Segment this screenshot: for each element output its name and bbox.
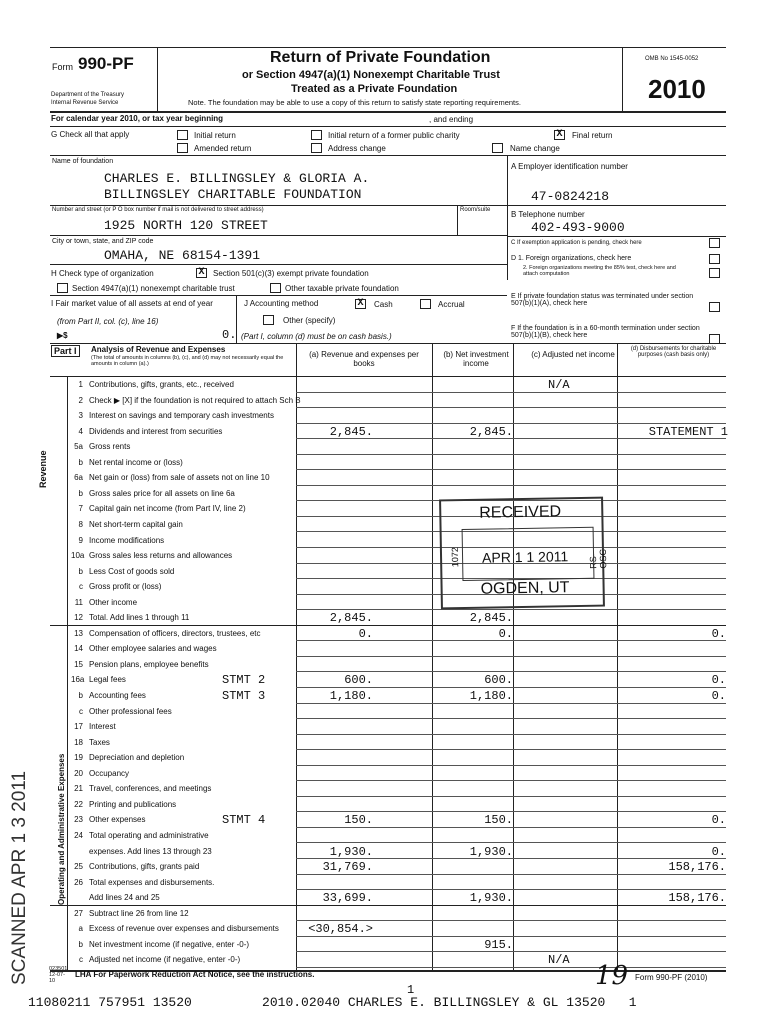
row-number: 4 [78,426,83,436]
footer-code: 023501 12-07-10 [49,966,68,984]
row-label: Total. Add lines 1 through 11 [89,613,190,623]
line-e-label: E If private foundation status was terminated under section 507(b)(1)(A), check here [511,293,694,307]
table-row [0,937,770,953]
table-row [0,579,770,595]
stamp-date: APR 1 1 2011 [481,548,569,566]
row-number: 14 [74,644,83,654]
tax-year: 2010 [648,74,706,104]
row-label: Check ▶ [X] if the foundation is not required to attach Sch B [89,395,301,405]
row-label: Gross rents [89,442,131,452]
row-label: Add lines 24 and 25 [89,893,160,903]
calendar-year-label: For calendar year 2010, or tax year beginning [51,114,224,123]
row-number: 2 [78,395,83,405]
initial-former-label: Initial return of a former public charity [328,131,460,140]
table-row [0,455,770,471]
col-b-value: 915. [484,937,513,952]
revenue-side-label: Revenue [38,450,48,488]
row-label: Net gain or (loss) from sale of assets not on line 10 [89,473,270,483]
table-row [0,641,770,657]
omb-number: OMB No 1545-0052 [645,56,699,62]
table-row [0,439,770,455]
row-number: c [79,582,83,592]
row-number: 26 [74,877,83,887]
table-row [0,393,770,409]
col-b-value: 1,930. [469,844,513,859]
part-title-note: (The total of amounts in columns (b), (c), and (d) may not necessarily equal the amounts in column (a).) [91,355,284,367]
table-row [0,672,770,688]
row-number: a [78,924,83,934]
row-label: Gross profit or (loss) [89,582,162,592]
row-label: Gross sales price for all assets on line 6a [89,488,235,498]
initial-return-checkbox[interactable] [177,130,188,140]
col-a-value: <30,854.> [308,922,373,937]
section-4947-checkbox[interactable] [57,283,68,293]
table-row [0,688,770,704]
col-d-value: 0. [711,673,726,688]
table-row [0,548,770,564]
phone-value: 402-493-9000 [531,220,625,235]
row-label: Net rental income or (loss) [89,457,183,467]
row-number: b [78,691,83,700]
table-row [0,470,770,486]
expenses-side-label: Operating and Administrative Expenses [57,753,66,905]
col-b-value: 1,180. [469,689,513,703]
table-row [0,719,770,735]
row-label: Printing and publications [89,799,177,809]
row-label: Other expenses [89,815,146,825]
stamp-inner-box [462,527,595,581]
cash-label: Cash [374,300,393,309]
row-label: Interest on savings and temporary cash investments [89,411,274,421]
row-number: b [78,457,83,467]
city-state-zip: OMAHA, NE 68154-1391 [104,248,261,263]
footer-lha: LHA For Paperwork Reduction Act Notice, see the instructions. [75,970,315,979]
row-number: 24 [74,830,83,840]
table-row [0,921,770,937]
row-label: Adjusted net income (if negative, enter -0-) [89,955,241,965]
initial-return-label: Initial return [194,131,236,140]
address-change-checkbox[interactable] [311,143,322,153]
col-d-value: 0. [711,844,726,859]
other-taxable-label: Other taxable private foundation [285,284,399,293]
col-a-value: 150. [344,813,373,828]
form-title: Return of Private Foundation [270,49,491,66]
line-c-label: C If exemption application is pending, check here [511,240,642,246]
table-row [0,704,770,720]
cash-checkbox[interactable]: X [355,299,366,309]
row-number: 13 [74,628,83,638]
col-d-value: 0. [711,626,726,641]
accounting-method-label: J Accounting method [244,299,319,308]
table-row [0,501,770,517]
check-all-label: G Check all that apply [51,130,130,139]
fmv-value: 0. [222,328,237,342]
table-row [0,595,770,611]
foundation-name-label: Name of foundation [52,158,114,165]
line-e-checkbox[interactable] [709,302,720,312]
final-return-label: Final return [572,131,613,140]
row-number: 17 [74,722,83,732]
col-a-header: (a) Revenue and expenses per books [309,350,419,368]
part-title: Analysis of Revenue and Expenses [91,345,226,354]
col-a-value: 33,699. [322,891,373,906]
handwritten-number: 19 [595,961,629,991]
table-row [0,377,770,393]
row-number: 6a [74,473,83,483]
table-row [0,859,770,875]
footer-bottom-line: 11080211 757951 13520 2010.02040 CHARLES E. BILLINGSLEY & GL 13520 1 [28,995,637,1010]
line-f-label: F If the foundation is in a 60-month termination under section 507(b)(1)(B), check here [511,325,700,339]
stamp-received: RECEIVED [479,503,562,522]
part-tag: Part I [51,345,80,357]
table-row [0,408,770,424]
form-subtitle-2: Treated as a Private Foundation [291,83,458,95]
row-number: 23 [74,815,83,825]
other-taxable-checkbox[interactable] [270,283,281,293]
row-label: Other professional fees [89,706,172,716]
row-number: 3 [78,411,83,421]
col-a-value: 1,180. [329,689,373,703]
row-number: c [79,955,83,965]
line-d1-checkbox[interactable] [709,254,720,264]
table-row [0,486,770,502]
table-row [0,952,770,968]
department-line2: Internal Revenue Service [51,100,119,106]
line-d1-label: D 1. Foreign organizations, check here [511,255,632,262]
row-number: 10a [71,551,85,561]
row-statement-ref: STMT 2 [222,673,266,688]
row-label: Net investment income (if negative, enter -0-) [89,939,250,949]
col-a-value: 0. [358,626,373,641]
table-row [0,533,770,549]
fmv-dollar: ▶$ [57,331,68,340]
stamp-side-left: 1072 [449,547,461,568]
row-number: b [78,488,83,498]
row-number: 5a [74,442,83,452]
row-number: c [79,706,83,716]
table-row [0,564,770,580]
row-number: 7 [78,504,83,514]
col-a-value: 1,930. [329,844,373,859]
row-label: Taxes [89,737,110,747]
row-number: 8 [78,519,83,529]
row-number: 15 [74,659,83,669]
scanned-stamp: SCANNED APR 1 3 2011 [9,770,30,985]
col-b-value: 0. [498,626,513,641]
table-row [0,797,770,813]
row-label: Legal fees [89,675,126,685]
form-word: Form [52,62,73,72]
street-label: Number and street (or P O box number if mail is not delivered to street address) [52,207,264,213]
other-method-checkbox[interactable] [263,315,274,325]
table-row [0,750,770,766]
row-label: Contributions, gifts, grants paid [89,862,200,872]
row-label: Subtract line 26 from line 12 [89,908,189,918]
row-number: 20 [74,768,83,778]
row-number: b [78,566,83,576]
col-d-value: STATEMENT 1 [648,424,728,439]
row-number: 16a [71,675,85,685]
fmv-label: I Fair market value of all assets at end of year [51,299,213,308]
col-b-value: 600. [484,673,513,688]
accrual-label: Accrual [438,300,465,309]
table-row [0,812,770,828]
row-label: expenses. Add lines 13 through 23 [89,846,212,856]
street-address: 1925 NORTH 120 STREET [104,218,268,233]
row-label: Other employee salaries and wages [89,644,217,654]
row-number: 11 [74,597,83,607]
table-row [0,735,770,751]
table-row [0,626,770,642]
col-c-header: (c) Adjusted net income [531,350,615,359]
col-d-header: (d) Disbursements for charitable purposes (cash basis only) [630,346,717,358]
col-d-value: 158,176. [668,860,726,875]
phone-label: B Telephone number [511,210,585,219]
row-label: Pension plans, employee benefits [89,659,209,669]
col-a-value: 2,845. [329,424,373,439]
line-d2-label: 2. Foreign organizations meeting the 85% test, check here and attach computation [523,265,676,277]
cash-basis-note: (Part I, column (d) must be on cash basis.) [241,332,392,341]
table-row [0,844,770,860]
foundation-name-2: BILLINGSLEY CHARITABLE FOUNDATION [104,187,362,202]
row-number: 27 [74,908,83,918]
line-d2-checkbox[interactable] [709,268,720,278]
other-method-label: Other (specify) [283,316,336,325]
section-501c3-checkbox[interactable]: X [196,268,207,278]
tax-year-ending-label: , and ending [429,115,474,124]
name-change-checkbox[interactable] [492,143,503,153]
row-label: Income modifications [89,535,165,545]
table-row [0,517,770,533]
col-c-value: N/A [548,953,570,968]
address-change-label: Address change [328,144,386,153]
row-number: 1 [78,380,83,389]
row-number: 12 [74,613,83,623]
table-row [0,828,770,844]
row-label: Capital gain net income (from Part IV, line 2) [89,504,246,514]
col-b-value: 2,845. [469,424,513,439]
row-label: Net short-term capital gain [89,519,183,529]
col-a-value: 2,845. [329,611,373,626]
row-label: Contributions, gifts, grants, etc., received [89,380,234,389]
department-line1: Department of the Treasury [51,92,125,98]
table-row [0,906,770,922]
section-4947-label: Section 4947(a)(1) nonexempt charitable trust [72,284,235,293]
name-change-label: Name change [510,144,560,153]
col-c-value: N/A [548,378,570,392]
initial-former-checkbox[interactable] [311,130,322,140]
form-number: 990-PF [78,54,134,73]
received-stamp [439,497,609,610]
row-label: Depreciation and depletion [89,753,185,763]
stamp-side-right: RS-OSC [588,548,609,569]
amended-return-checkbox[interactable] [177,143,188,153]
col-b-header: (b) Net investment income [443,350,509,368]
row-label: Gross sales less returns and allowances [89,551,233,561]
foundation-name-1: CHARLES E. BILLINGSLEY & GLORIA A. [104,171,370,186]
row-label: Less Cost of goods sold [89,566,175,576]
city-label: City or town, state, and ZIP code [52,238,154,245]
col-b-value: 150. [484,813,513,828]
row-label: Total expenses and disbursements. [89,877,215,887]
row-number: 22 [74,799,83,809]
table-row [0,657,770,673]
col-a-value: 600. [344,673,373,688]
row-statement-ref: STMT 4 [222,813,266,828]
accrual-checkbox[interactable] [420,299,431,309]
row-number: 21 [74,784,83,794]
col-a-value: 31,769. [322,860,373,875]
row-label: Interest [89,722,116,732]
table-row [0,781,770,797]
table-row [0,424,770,440]
ein-value: 47-0824218 [531,189,610,204]
final-return-checkbox[interactable]: X [554,130,565,140]
row-label: Compensation of officers, directors, trustees, etc [89,628,261,638]
table-row [0,766,770,782]
room-suite-label: Room/suite [460,207,491,213]
row-label: Excess of revenue over expenses and disbursements [89,924,279,934]
row-label: Other income [89,597,138,607]
row-label: Occupancy [89,768,130,778]
col-b-value: 2,845. [469,611,513,626]
form-note: Note. The foundation may be able to use a copy of this return to satisfy state reporting requirements. [188,98,521,107]
stamp-location: OGDEN, UT [480,579,570,598]
col-b-value: 1,930. [469,891,513,906]
row-label: Travel, conferences, and meetings [89,784,212,794]
col-d-value: 0. [711,813,726,828]
table-row [0,875,770,891]
footer-form-ref: Form 990-PF (2010) [635,973,708,982]
row-number: 25 [74,862,83,872]
col-d-value: 0. [711,689,726,703]
row-statement-ref: STMT 3 [222,689,266,703]
h-label: H Check type of organization [51,269,154,278]
row-number: 9 [78,535,83,545]
row-number: 18 [74,737,83,747]
row-label: Total operating and administrative [89,830,209,840]
row-number: 19 [74,753,83,763]
form-subtitle-1: or Section 4947(a)(1) Nonexempt Charitable Trust [242,69,500,81]
fmv-sublabel: (from Part II, col. (c), line 16) [57,317,159,326]
ein-label: A Employer identification number [511,162,628,171]
row-label: Accounting fees [89,691,146,700]
row-label: Dividends and interest from securities [89,426,223,436]
page-number: 1 [407,983,415,997]
section-501c3-label: Section 501(c)(3) exempt private foundation [213,269,369,278]
row-number: b [78,939,83,949]
line-c-checkbox[interactable] [709,238,720,248]
col-d-value: 158,176. [668,891,726,906]
amended-return-label: Amended return [194,144,252,153]
